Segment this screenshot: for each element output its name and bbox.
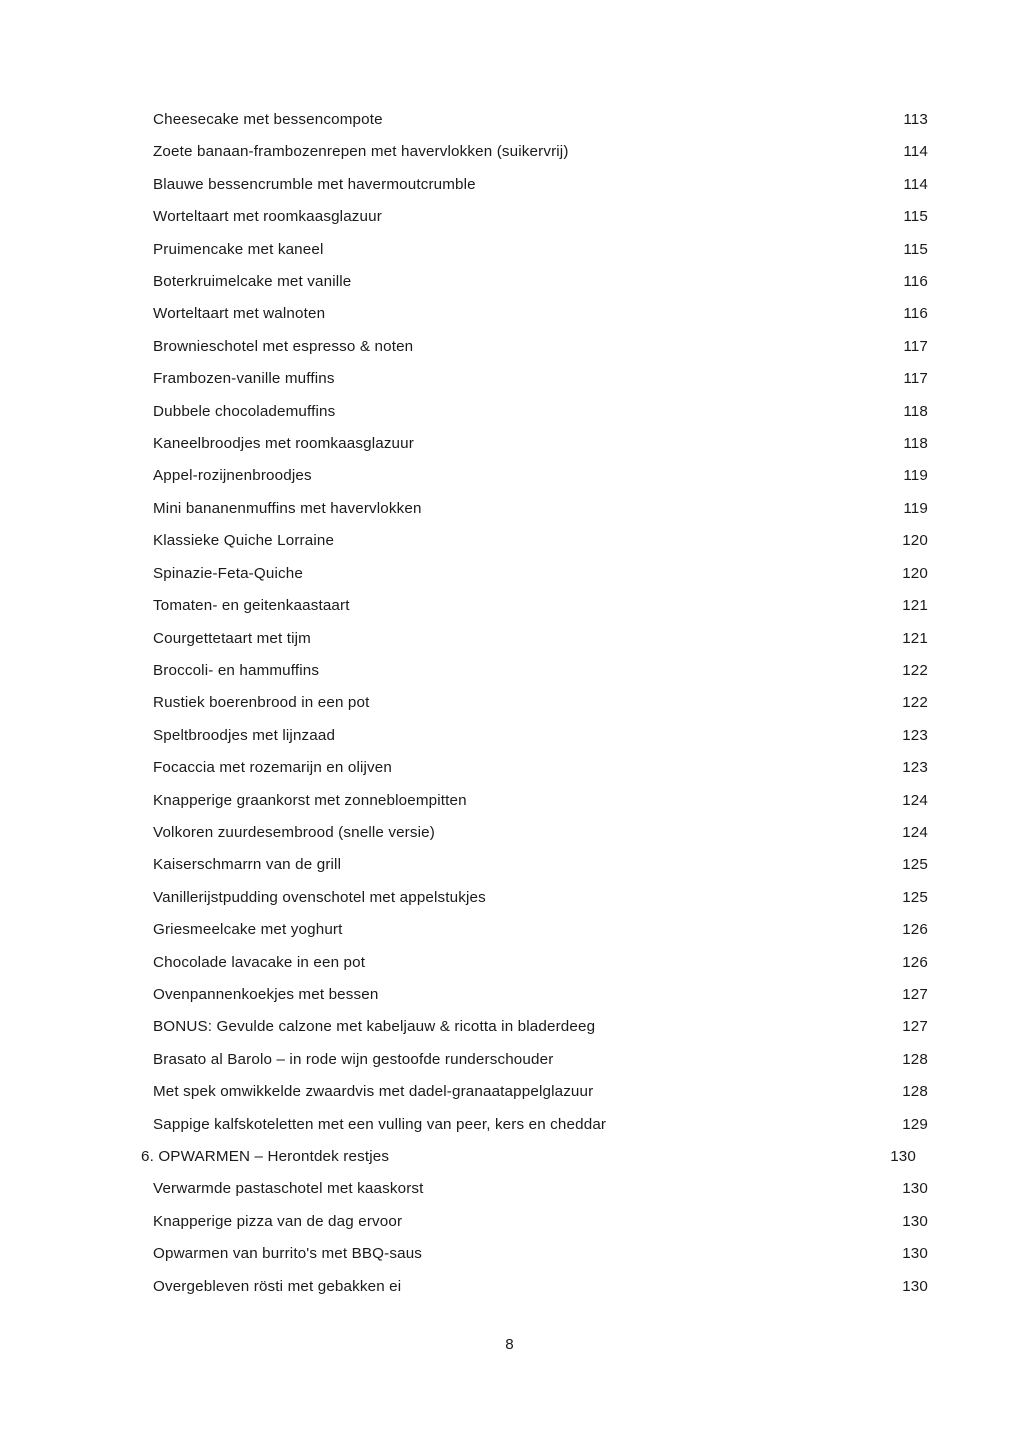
- toc-dot-leader: [427, 498, 904, 513]
- toc-dot-leader: [553, 1049, 902, 1064]
- toc-entry[interactable]: [122, 590, 928, 622]
- toc-entry[interactable]: [122, 882, 928, 914]
- toc-entry-page-number: 126: [902, 921, 928, 939]
- toc-entry-page-number: 124: [902, 823, 928, 841]
- toc-entry[interactable]: [122, 266, 928, 298]
- toc-entry-page-number: 128: [902, 1050, 928, 1068]
- toc-dot-leader: [343, 919, 903, 934]
- toc-entry-title: Chocolade lavacake in een pot: [153, 953, 366, 971]
- toc-entry-page-number: 130: [890, 1148, 916, 1165]
- toc-dot-leader: [491, 887, 902, 902]
- toc-entry[interactable]: [122, 1206, 928, 1238]
- toc-entry-page-number: 116: [903, 305, 928, 323]
- toc-entry-title: Kaiserschmarrn van de grill: [153, 856, 342, 874]
- toc-entry[interactable]: [122, 1076, 928, 1108]
- toc-entry[interactable]: [122, 493, 928, 525]
- toc-dot-leader: [467, 789, 903, 804]
- toc-entry[interactable]: [122, 201, 928, 233]
- toc-entry[interactable]: [122, 687, 928, 719]
- toc-dot-leader: [418, 336, 903, 351]
- toc-entry-page-number: 119: [903, 467, 928, 485]
- toc-dot-leader: [476, 174, 904, 189]
- toc-dot-leader: [419, 433, 903, 448]
- toc-entry-title: Appel-rozijnenbroodjes: [153, 467, 312, 485]
- toc-entry-page-number: 122: [902, 661, 928, 679]
- toc-entry[interactable]: [122, 136, 928, 168]
- toc-entry[interactable]: [122, 1141, 916, 1173]
- toc-entry-title: Knapperige graankorst met zonnebloempitten: [153, 791, 467, 809]
- toc-entry-page-number: 120: [902, 532, 928, 550]
- toc-dot-leader: [429, 1178, 903, 1193]
- toc-dot-leader: [422, 1243, 902, 1258]
- toc-entry[interactable]: [122, 752, 928, 784]
- toc-entry[interactable]: [122, 428, 928, 460]
- toc-entry[interactable]: [122, 1271, 928, 1303]
- toc-entry-page-number: 130: [902, 1245, 928, 1263]
- toc-entry[interactable]: [122, 655, 928, 687]
- toc-dot-leader: [383, 984, 902, 999]
- toc-entry-title: Overgebleven rösti met gebakken ei: [153, 1277, 402, 1295]
- toc-entry-title: Courgettetaart met tijm: [153, 629, 311, 647]
- toc-entry-title: Vanillerijstpudding ovenschotel met appelstukjes: [153, 888, 486, 906]
- toc-entry-title: Opwarmen van burrito's met BBQ-saus: [153, 1245, 423, 1263]
- toc-entry-title: BONUS: Gevulde calzone met kabeljauw & ricotta in bladerdeeg: [153, 1018, 596, 1036]
- toc-entry[interactable]: [122, 169, 928, 201]
- toc-entry-title: Sappige kalfskoteletten met een vulling van peer, kers en cheddar: [153, 1115, 607, 1133]
- toc-entry-title: Verwarmde pastaschotel met kaaskorst: [153, 1180, 424, 1198]
- toc-entry[interactable]: [122, 1109, 928, 1141]
- toc-dot-leader: [406, 1275, 902, 1290]
- toc-entry-title: Volkoren zuurdesembrood (snelle versie): [153, 823, 435, 841]
- toc-entry[interactable]: [122, 947, 928, 979]
- toc-entry[interactable]: [122, 234, 928, 266]
- toc-entry[interactable]: [122, 460, 928, 492]
- toc-entry-title: Spinazie-Feta-Quiche: [153, 564, 303, 582]
- toc-dot-leader: [324, 238, 904, 253]
- toc-entry-page-number: 118: [903, 402, 928, 420]
- toc-entry-page-number: 125: [902, 888, 928, 906]
- toc-entry-title: Mini bananenmuffins met havervlokken: [153, 499, 422, 517]
- toc-dot-leader: [325, 303, 903, 318]
- toc-entry-page-number: 123: [902, 726, 928, 744]
- toc-entry[interactable]: [122, 298, 928, 330]
- toc-dot-leader: [370, 951, 902, 966]
- toc-entry[interactable]: [122, 914, 928, 946]
- toc-dot-leader: [382, 206, 903, 221]
- toc-entry-title: Blauwe bessencrumble met havermoutcrumble: [153, 175, 476, 193]
- toc-entry-page-number: 117: [903, 370, 928, 388]
- toc-entry-page-number: 115: [903, 240, 928, 258]
- toc-entry-title: Zoete banaan-frambozenrepen met havervlokken (suikervrij): [153, 143, 569, 161]
- toc-entry[interactable]: [122, 558, 928, 590]
- toc-entry-title: Brownieschotel met espresso & noten: [153, 337, 414, 355]
- toc-entry-title: Ovenpannenkoekjes met bessen: [153, 985, 379, 1003]
- toc-entry-title: Boterkruimelcake met vanille: [153, 273, 352, 291]
- toc-entry-title: Worteltaart met roomkaasglazuur: [153, 208, 382, 226]
- toc-entry-title: Griesmeelcake met yoghurt: [153, 921, 343, 939]
- toc-entry-title: Brasato al Barolo – in rode wijn gestoofde runderschouder: [153, 1050, 554, 1068]
- toc-dot-leader: [346, 854, 902, 869]
- toc-entry[interactable]: [122, 331, 928, 363]
- toc-entry-page-number: 116: [903, 273, 928, 291]
- toc-entry-title: Rustiek boerenbrood in een pot: [153, 694, 370, 712]
- toc-entry[interactable]: [122, 1173, 928, 1205]
- toc-dot-leader: [355, 595, 903, 610]
- toc-dot-leader: [375, 692, 903, 707]
- toc-entry-page-number: 121: [902, 597, 928, 615]
- toc-dot-leader: [324, 660, 902, 675]
- toc-entry[interactable]: [122, 623, 928, 655]
- toc-entry-page-number: 114: [903, 175, 928, 193]
- toc-entry-title: Kaneelbroodjes met roomkaasglazuur: [153, 435, 414, 453]
- toc-entry-page-number: 129: [902, 1115, 928, 1133]
- toc-entry[interactable]: [122, 525, 928, 557]
- toc-entry-title: Speltbroodjes met lijnzaad: [153, 726, 336, 744]
- toc-entry-page-number: 128: [902, 1083, 928, 1101]
- toc-dot-leader: [598, 1081, 902, 1096]
- toc-entry-title: Frambozen-vanille muffins: [153, 370, 335, 388]
- toc-dot-leader: [435, 822, 902, 837]
- toc-entry-page-number: 115: [903, 208, 928, 226]
- toc-entry-page-number: 124: [902, 791, 928, 809]
- toc-entry-page-number: 127: [902, 985, 928, 1003]
- toc-entry[interactable]: [122, 979, 928, 1011]
- toc-entry-page-number: 130: [902, 1212, 928, 1230]
- toc-dot-leader: [339, 530, 902, 545]
- toc-dot-leader: [340, 368, 904, 383]
- toc-entry-title: 6. OPWARMEN – Herontdek restjes: [141, 1148, 390, 1165]
- toc-entry[interactable]: [122, 1238, 928, 1270]
- toc-entry-title: Knapperige pizza van de dag ervoor: [153, 1212, 403, 1230]
- toc-entry-page-number: 113: [903, 111, 928, 128]
- toc-dot-leader: [308, 563, 902, 578]
- toc-dot-leader: [383, 109, 904, 124]
- toc-entry-page-number: 118: [903, 435, 928, 453]
- toc-entry-title: Pruimencake met kaneel: [153, 240, 324, 258]
- toc-entry-title: Cheesecake met bessencompote: [153, 111, 383, 128]
- toc-entry-page-number: 117: [903, 337, 928, 355]
- table-of-contents: [122, 104, 928, 1303]
- toc-dot-leader: [402, 1211, 902, 1226]
- toc-dot-leader: [340, 725, 902, 740]
- toc-entry-page-number: 120: [902, 564, 928, 582]
- toc-dot-leader: [356, 271, 903, 286]
- toc-entry-title: Broccoli- en hammuffins: [153, 661, 320, 679]
- toc-dot-leader: [595, 1016, 902, 1031]
- toc-entry-title: Tomaten- en geitenkaastaart: [153, 597, 350, 615]
- toc-entry-page-number: 130: [902, 1180, 928, 1198]
- toc-entry[interactable]: [122, 1044, 928, 1076]
- toc-entry-page-number: 126: [902, 953, 928, 971]
- toc-entry-title: Focaccia met rozemarijn en olijven: [153, 759, 392, 777]
- toc-entry-title: Klassieke Quiche Lorraine: [153, 532, 335, 550]
- toc-dot-leader: [611, 1113, 902, 1128]
- toc-entry-page-number: 114: [903, 143, 928, 161]
- page-number-footer: 8: [505, 1336, 514, 1353]
- toc-entry[interactable]: [122, 104, 928, 136]
- toc-dot-leader: [394, 1146, 890, 1161]
- toc-entry[interactable]: [122, 817, 928, 849]
- toc-entry-title: Worteltaart met walnoten: [153, 305, 326, 323]
- toc-dot-leader: [397, 757, 902, 772]
- toc-entry-title: Met spek omwikkelde zwaardvis met dadel-granaatappelglazuur: [153, 1083, 594, 1101]
- toc-dot-leader: [574, 141, 904, 156]
- toc-entry[interactable]: [122, 396, 928, 428]
- toc-entry-page-number: 122: [902, 694, 928, 712]
- toc-entry-title: Dubbele chocolademuffins: [153, 402, 336, 420]
- toc-entry[interactable]: [122, 785, 928, 817]
- toc-entry-page-number: 127: [902, 1018, 928, 1036]
- toc-dot-leader: [312, 465, 904, 480]
- toc-entry-page-number: 121: [902, 629, 928, 647]
- toc-entry-page-number: 130: [902, 1277, 928, 1295]
- toc-entry-page-number: 123: [902, 759, 928, 777]
- toc-dot-leader: [340, 400, 903, 415]
- toc-dot-leader: [311, 627, 902, 642]
- toc-entry[interactable]: [122, 720, 928, 752]
- toc-entry-page-number: 119: [903, 499, 928, 517]
- toc-entry[interactable]: [122, 363, 928, 395]
- toc-entry[interactable]: [122, 849, 928, 881]
- toc-entry[interactable]: [122, 1011, 928, 1043]
- toc-entry-page-number: 125: [902, 856, 928, 874]
